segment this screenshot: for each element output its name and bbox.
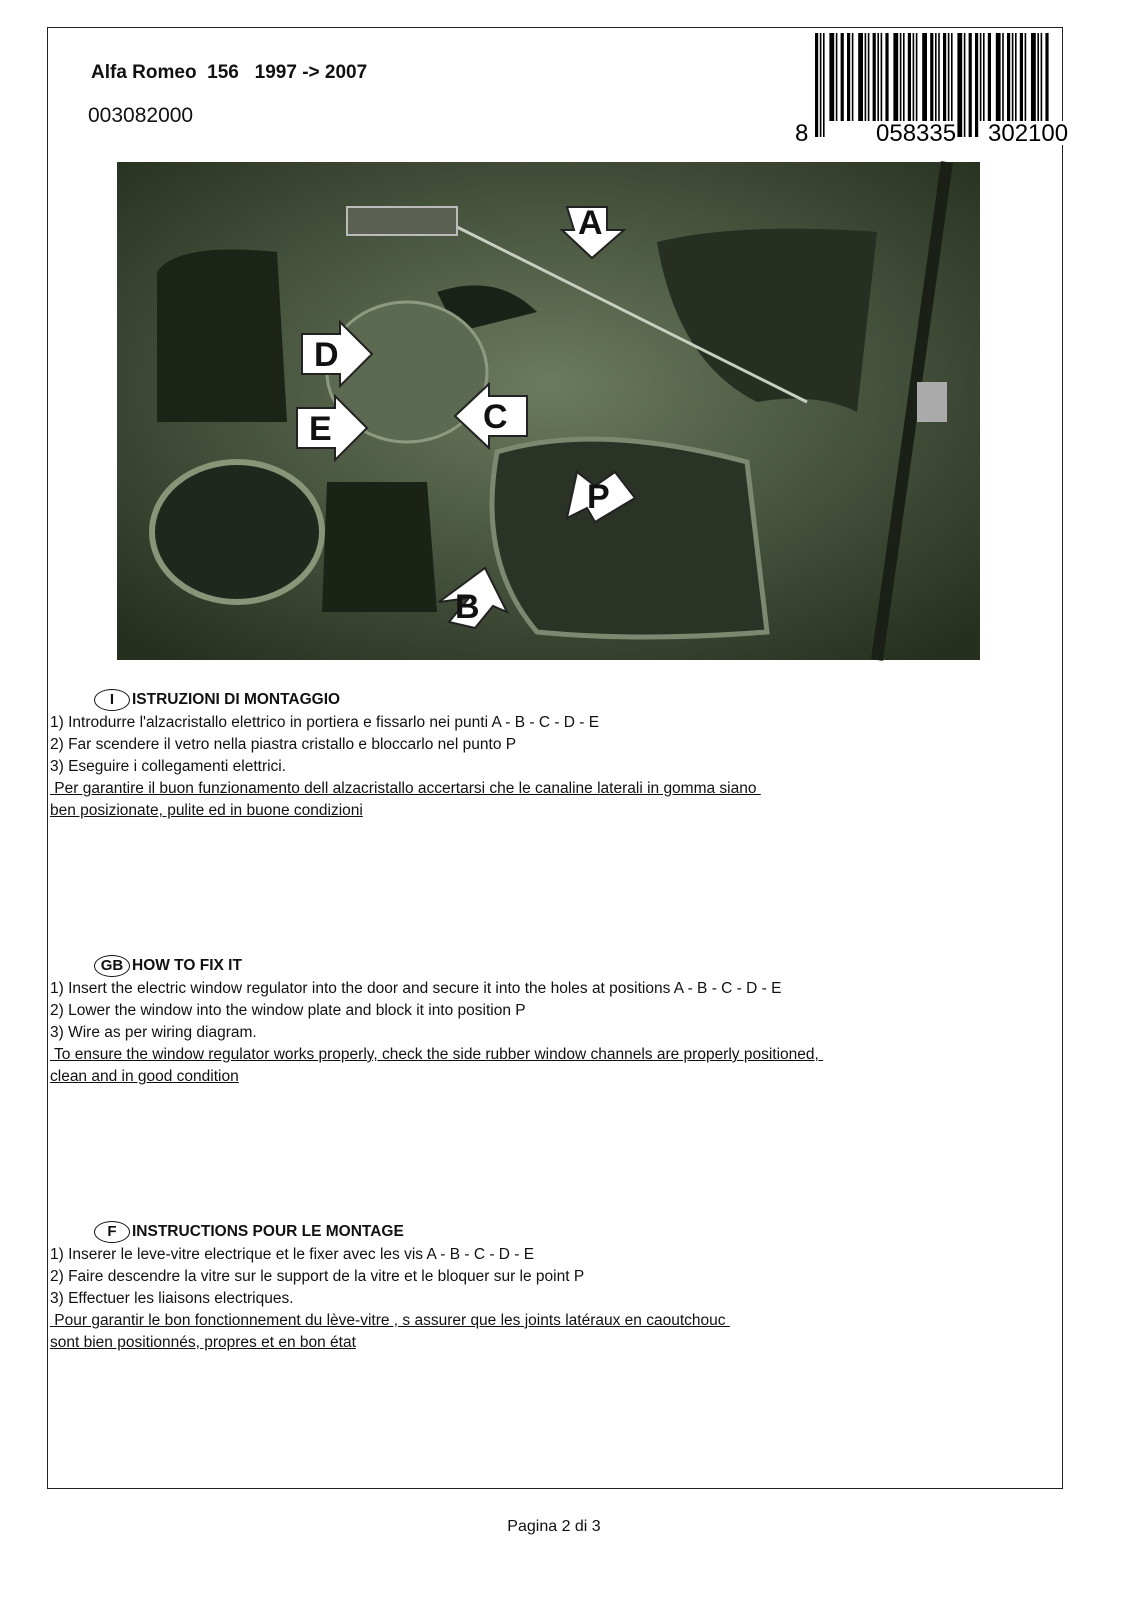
page-number: Pagina 2 di 3 xyxy=(507,1518,601,1535)
note-line: ben posizionate, pulite ed in buone condizioni xyxy=(50,802,363,819)
language-badge: I xyxy=(94,689,130,711)
section-french xyxy=(50,1220,730,1354)
instruction-line: 2) Far scendere il vetro nella piastra cristallo e bloccarlo nel punto P xyxy=(50,736,517,753)
section-heading: HOW TO FIX IT xyxy=(132,957,242,974)
note-line: To ensure the window regulator works properly, check the side rubber window channels are properly positioned, xyxy=(50,1046,824,1063)
section-italian xyxy=(50,688,761,822)
marker-p: P xyxy=(565,468,588,507)
section-heading: ISTRUZIONI DI MONTAGGIO xyxy=(132,691,341,708)
instruction-line: 1) Inserer le leve-vitre electrique et le fixer avec les vis A - B - C - D - E xyxy=(50,1246,535,1263)
marker-c: C xyxy=(451,384,476,423)
instruction-line: 2) Lower the window into the window plate and block it into position P xyxy=(50,1002,526,1019)
barcode-digits: 058335 xyxy=(876,120,957,147)
note-line: Pour garantir le bon fonctionnement du lève-vitre , s assurer que les joints latéraux en caoutchouc xyxy=(50,1312,730,1329)
vehicle-title: Alfa Romeo 156 1997 -> 2007 xyxy=(91,62,368,83)
part-code: 003082000 xyxy=(88,104,194,127)
marker-d: D xyxy=(300,322,325,361)
language-badge: GB xyxy=(94,955,130,977)
marker-e: E xyxy=(295,396,318,435)
note-line: sont bien positionnés, propres et en bon état xyxy=(50,1334,356,1351)
barcode-digits: 8 xyxy=(795,120,809,147)
barcode-digits: 302100 xyxy=(988,120,1069,147)
note-line: clean and in good condition xyxy=(50,1068,239,1085)
section-heading: INSTRUCTIONS POUR LE MONTAGE xyxy=(132,1223,404,1240)
marker-a: A xyxy=(562,202,587,241)
barcode xyxy=(793,33,1069,147)
instruction-line: 3) Wire as per wiring diagram. xyxy=(50,1024,257,1041)
section-english xyxy=(50,954,823,1088)
door-panel-photo xyxy=(117,162,980,660)
note-line: Per garantire il buon funzionamento dell alzacristallo accertarsi che le canaline laterali in gomma siano xyxy=(50,780,761,797)
instruction-line: 2) Faire descendre la vitre sur le support de la vitre et le bloquer sur le point P xyxy=(50,1268,585,1285)
instruction-line: 1) Introdurre l'alzacristallo elettrico in portiera e fissarlo nei punti A - B - C - D - E xyxy=(50,714,600,731)
instruction-line: 1) Insert the electric window regulator into the door and secure it into the holes at positions A - B - C - D - E xyxy=(50,980,782,997)
instruction-line: 3) Effectuer les liaisons electriques. xyxy=(50,1290,294,1307)
language-badge: F xyxy=(94,1221,130,1243)
instruction-line: 3) Eseguire i collegamenti elettrici. xyxy=(50,758,287,775)
marker-b: B xyxy=(435,562,460,601)
